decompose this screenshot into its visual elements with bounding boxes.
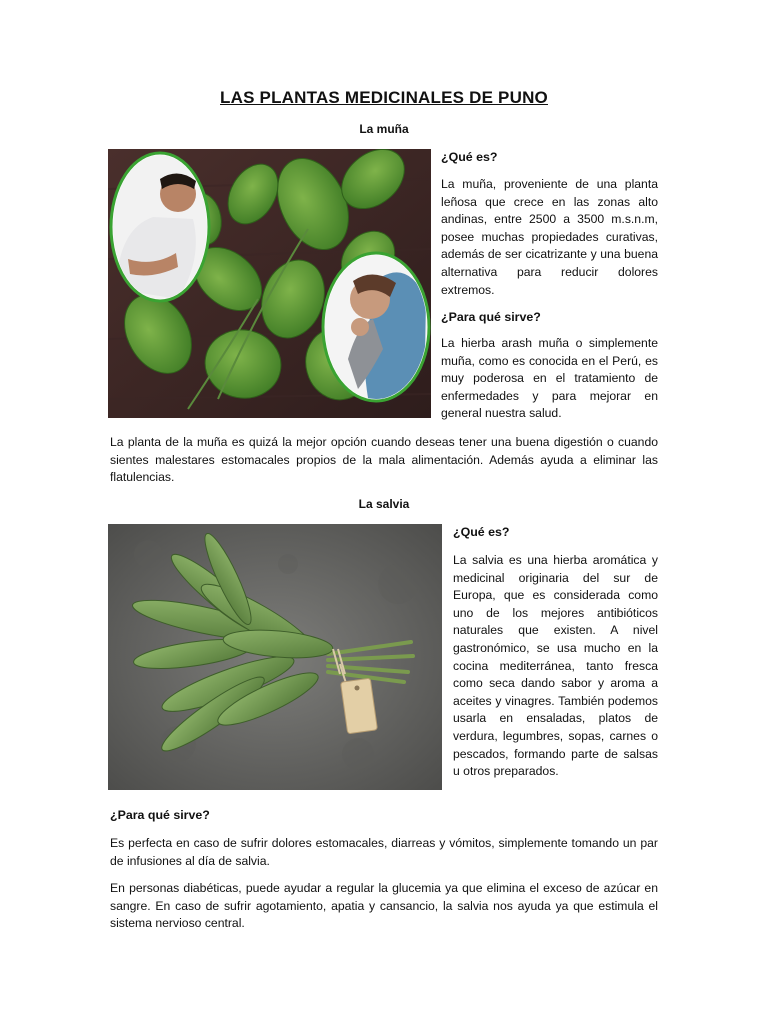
what-is-heading-muna: ¿Qué es?	[441, 150, 498, 164]
use-text-muna: La hierba arash muña o simplemente muña, como es conocida en el Perú, es muy poderosa en el tratamiento de enfermedades y para mejorar en general nuestra salud.	[441, 336, 658, 421]
muna-extra-text: La planta de la muña es quizá la mejor opción cuando deseas tener una buena digestión o cuando sientes malestares estomacales propios de la mala alimentación. Además ayuda a eliminar las flatulencias.	[110, 435, 658, 485]
what-is-heading-salvia: ¿Qué es?	[453, 525, 510, 539]
salvia-image	[108, 524, 442, 790]
page-title: LAS PLANTAS MEDICINALES DE PUNO	[220, 88, 548, 107]
what-is-text-muna: La muña, proveniente de una planta leñosa que crece en las zonas alto andinas, entre 2500 a 3500 m.s.n.m, posee muchas propiedades curativas, además de ser cicatrizante y una buena alternativa para reducir dolores extremos.	[441, 177, 658, 297]
what-is-text-salvia: La salvia es una hierba aromática y medicinal originaria del sur de Europa, que es considerada como uno de los mejores antibióticos naturales que existen. A nivel gastronómico, se usa mucho en la cocina mediterránea, tanto fresca como seca dando sabor y aroma a aceites y vinagres. También podemos usarla en ensaladas, platos de verdura, legumbres, sopas, carnes o pescados, formando parte de salsas u otros preparados.	[453, 553, 658, 779]
use-heading-salvia: ¿Para qué sirve?	[110, 808, 210, 822]
use-text-salvia-2: En personas diabéticas, puede ayudar a regular la glucemia ya que elimina el exceso de azúcar en sangre. En caso de sufrir agotamiento, apatia y cansancio, la salvia nos ayuda ya que estimula el sistema nervioso central.	[110, 881, 658, 931]
use-text-salvia-1: Es perfecta en caso de sufrir dolores estomacales, diarreas y vómitos, simplemente tomando un par de infusiones al día de salvia.	[110, 836, 658, 868]
use-heading-muna: ¿Para qué sirve?	[441, 310, 541, 324]
section-heading-salvia: La salvia	[358, 497, 410, 511]
muna-image	[108, 149, 431, 418]
section-heading-muna: La muña	[359, 122, 409, 136]
